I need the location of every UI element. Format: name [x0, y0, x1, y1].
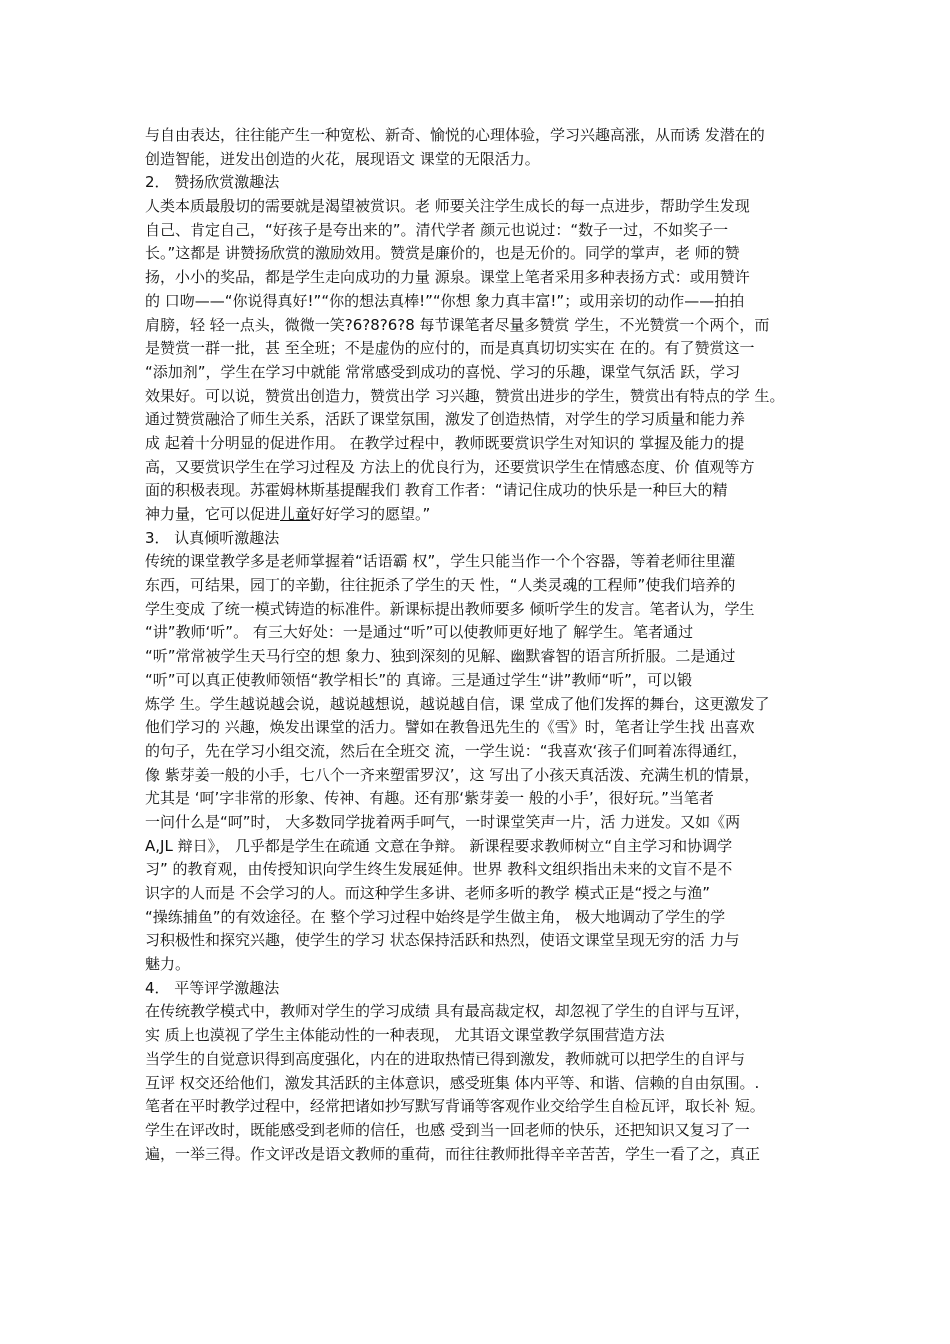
- text-segment: 神力量，它可以促进: [145, 505, 281, 523]
- text-line: 创造智能，迸发出创造的火花，展现语文 课堂的无限活力。: [145, 149, 540, 168]
- text-line: 东西，可结果，园丁的辛勤，往往扼杀了学生的天 性，“人类灵魂的工程师”使我们培养的: [145, 576, 736, 595]
- document-body: [145, 124, 825, 1166]
- text-line: 学生变成 了统一模式铸造的标准件。新课标提出教师要多 倾听学生的发言。笔者认为，学生: [145, 599, 755, 618]
- text-line: 与自由表达，往往能产生一种宽松、新奇、愉悦的心理体验，学习兴趣高涨，从而诱 发潜在的: [145, 126, 765, 144]
- text-line: 扬，小小的奖品，都是学生走向成功的力量 源泉。课堂上笔者采用多种表扬方式：或用赞许: [145, 268, 750, 287]
- text-line: 在传统教学模式中，教师对学生的学习成绩 具有最高裁定权，却忽视了学生的自评与互评，: [145, 1002, 750, 1021]
- text-line: 互评 权交还给他们，激发其活跃的主体意识，感受班集 体内平等、和谐、信赖的自由氛围。.: [145, 1073, 760, 1092]
- text-line: 肩膀，轻 轻一点头，微微一笑?6?8?6?8 每节课笔者尽量多赞赏 学生，不光赞赏一个两个，而: [145, 315, 770, 334]
- text-line: 一问什么是“呵”时， 大多数同学拢着两手呵气，一时课堂笑声一片，活 力迸发。又如《两: [145, 812, 741, 831]
- text-line: 识字的人而是 不会学习的人。而这种学生多讲、老师多听的教学 模式正是“授之与渔”: [145, 884, 711, 902]
- text-line: “操练捕鱼”的有效途径。在 整个学习过程中始终是学生做主角， 极大地调动了学生的学: [145, 907, 726, 926]
- text-line: 高，又要赏识学生在学习过程及 方法上的优良行为，还要赏识学生在情感态度、价 值观等方: [145, 457, 755, 476]
- text-line: 长。”这都是 讲赞扬欣赏的激励效用。赞赏是廉价的，也是无价的。同学的掌声，老 师的赞: [145, 244, 740, 263]
- text-line: “讲”教师‘听”。 有三大好处：一是通过“听”可以使教师更好地了 解学生。笔者通过: [145, 623, 694, 642]
- text-line: 效果好。可以说，赞赏出创造力，赞赏出学 习兴趣，赞赏出进步的学生，赞赏出有特点的学 生。: [145, 386, 785, 405]
- text-line: 学生在评改时，既能感受到老师的信任，也感 受到当一回老师的快乐，还把知识又复习了一: [145, 1120, 750, 1139]
- text-line: 实 质上也漠视了学生主体能动性的一种表现， 尤其语文课堂教学氛围营造方法: [145, 1026, 665, 1045]
- text-line: “添加剂”，学生在学习中就能 常常感受到成功的喜悦、学习的乐趣，课堂气氛活 跃，学习: [145, 362, 741, 381]
- text-line: 自己、肯定自己，“好孩子是夸出来的”。清代学者 颜元也说过：“数子一过，不如奖子一: [145, 220, 729, 239]
- text-line: 2． 赞扬欣赏激趣法: [145, 173, 280, 192]
- text-line: 尤其是 ‘呵’字非常的形象、传神、有趣。还有那‘紫芽姜一 般的小手’，很好玩。”当笔者: [145, 789, 714, 808]
- text-line: 人类本质最殷切的需要就是渴望被赏识。老 师要关注学生成长的每一点进步，帮助学生发现: [145, 197, 750, 216]
- text-line: 成 起着十分明显的促进作用。 在教学过程中，教师既要赏识学生对知识的 掌握及能力的提: [145, 433, 745, 452]
- text-line: “听”常常被学生天马行空的想 象力、独到深刻的见解、幽默睿智的语言所折服。二是通过: [145, 647, 736, 666]
- text-line: 炼学 生。学生越说越会说，越说越想说，越说越自信，课 堂成了他们发挥的舞台，这更激发了: [145, 694, 770, 713]
- text-line: 他们学习的 兴趣，焕发出课堂的活力。譬如在教鲁迅先生的《雪》时，笔者让学生找 出喜欢: [145, 718, 755, 737]
- text-line: “听”可以真正使教师领悟“教学相长”的 真谛。三是通过学生“讲”教师“听”，可以锻: [145, 670, 692, 689]
- text-line: 当学生的自觉意识得到高度强化，内在的进取热情已得到激发，教师就可以把学生的自评与: [145, 1049, 746, 1068]
- text-line: 面的积极表现。苏霍姆林斯基提醒我们 教育工作者：“请记住成功的快乐是一种巨大的精: [145, 481, 728, 500]
- text-line: 习” 的教育观，由传授知识向学生终生发展延伸。世界 教科文组织指出未来的文盲不是不: [145, 860, 733, 879]
- underlined-text: 儿童: [280, 505, 311, 523]
- text-line: 习积极性和探究兴趣，使学生的学习 状态保持活跃和热烈，使语文课堂呈现无穷的活 力与: [145, 931, 740, 950]
- text-line: 的句子，先在学习小组交流，然后在全班交 流，一学生说：“我喜欢‘孩子们呵着冻得通红，: [145, 741, 748, 760]
- text-line: 遍，一举三得。作文评改是语文教师的重荷，而往往教师批得辛辛苦苦，学生一看了之，真正: [145, 1144, 761, 1163]
- text-line: 通过赞赏融洽了师生关系，活跃了课堂氛围，激发了创造热情，对学生的学习质量和能力养: [145, 410, 746, 429]
- text-line: 4． 平等评学激趣法: [145, 978, 280, 997]
- text-segment: 好好学习的愿望。”: [310, 505, 431, 523]
- text-line: 3． 认真倾听激趣法: [145, 528, 280, 547]
- text-line: 魅力。: [145, 955, 191, 974]
- text-line: 像 紫芽姜一般的小手，七八个一齐来塑雷罗汉’，这 写出了小孩天真活泼、充满生机的情景，: [145, 765, 760, 784]
- text-line: 笔者在平时教学过程中，经常把诸如抄写默写背诵等客观作业交给学生自检瓦评，取长补 短。: [145, 1097, 765, 1116]
- text-line: 传统的课堂教学多是老师掌握着“话语霸 权”，学生只能当作一个个容器，等着老师往里灌: [145, 552, 736, 571]
- text-line: A,JL 辩日》， 几乎都是学生在疏通 文意在争辩。 新课程要求教师树立“自主学习和协调学: [145, 836, 733, 855]
- text-line: 的 口吻——“你说得真好!”“你的想法真棒!”“你想 象力真丰富!”；或用亲切的动作——拍拍: [145, 291, 745, 310]
- text-line: [145, 503, 825, 527]
- text-line: 是赞赏一群一批，甚 至全班；不是虚伪的应付的，而是真真切切实实在 在的。有了赞赏这一: [145, 339, 755, 358]
